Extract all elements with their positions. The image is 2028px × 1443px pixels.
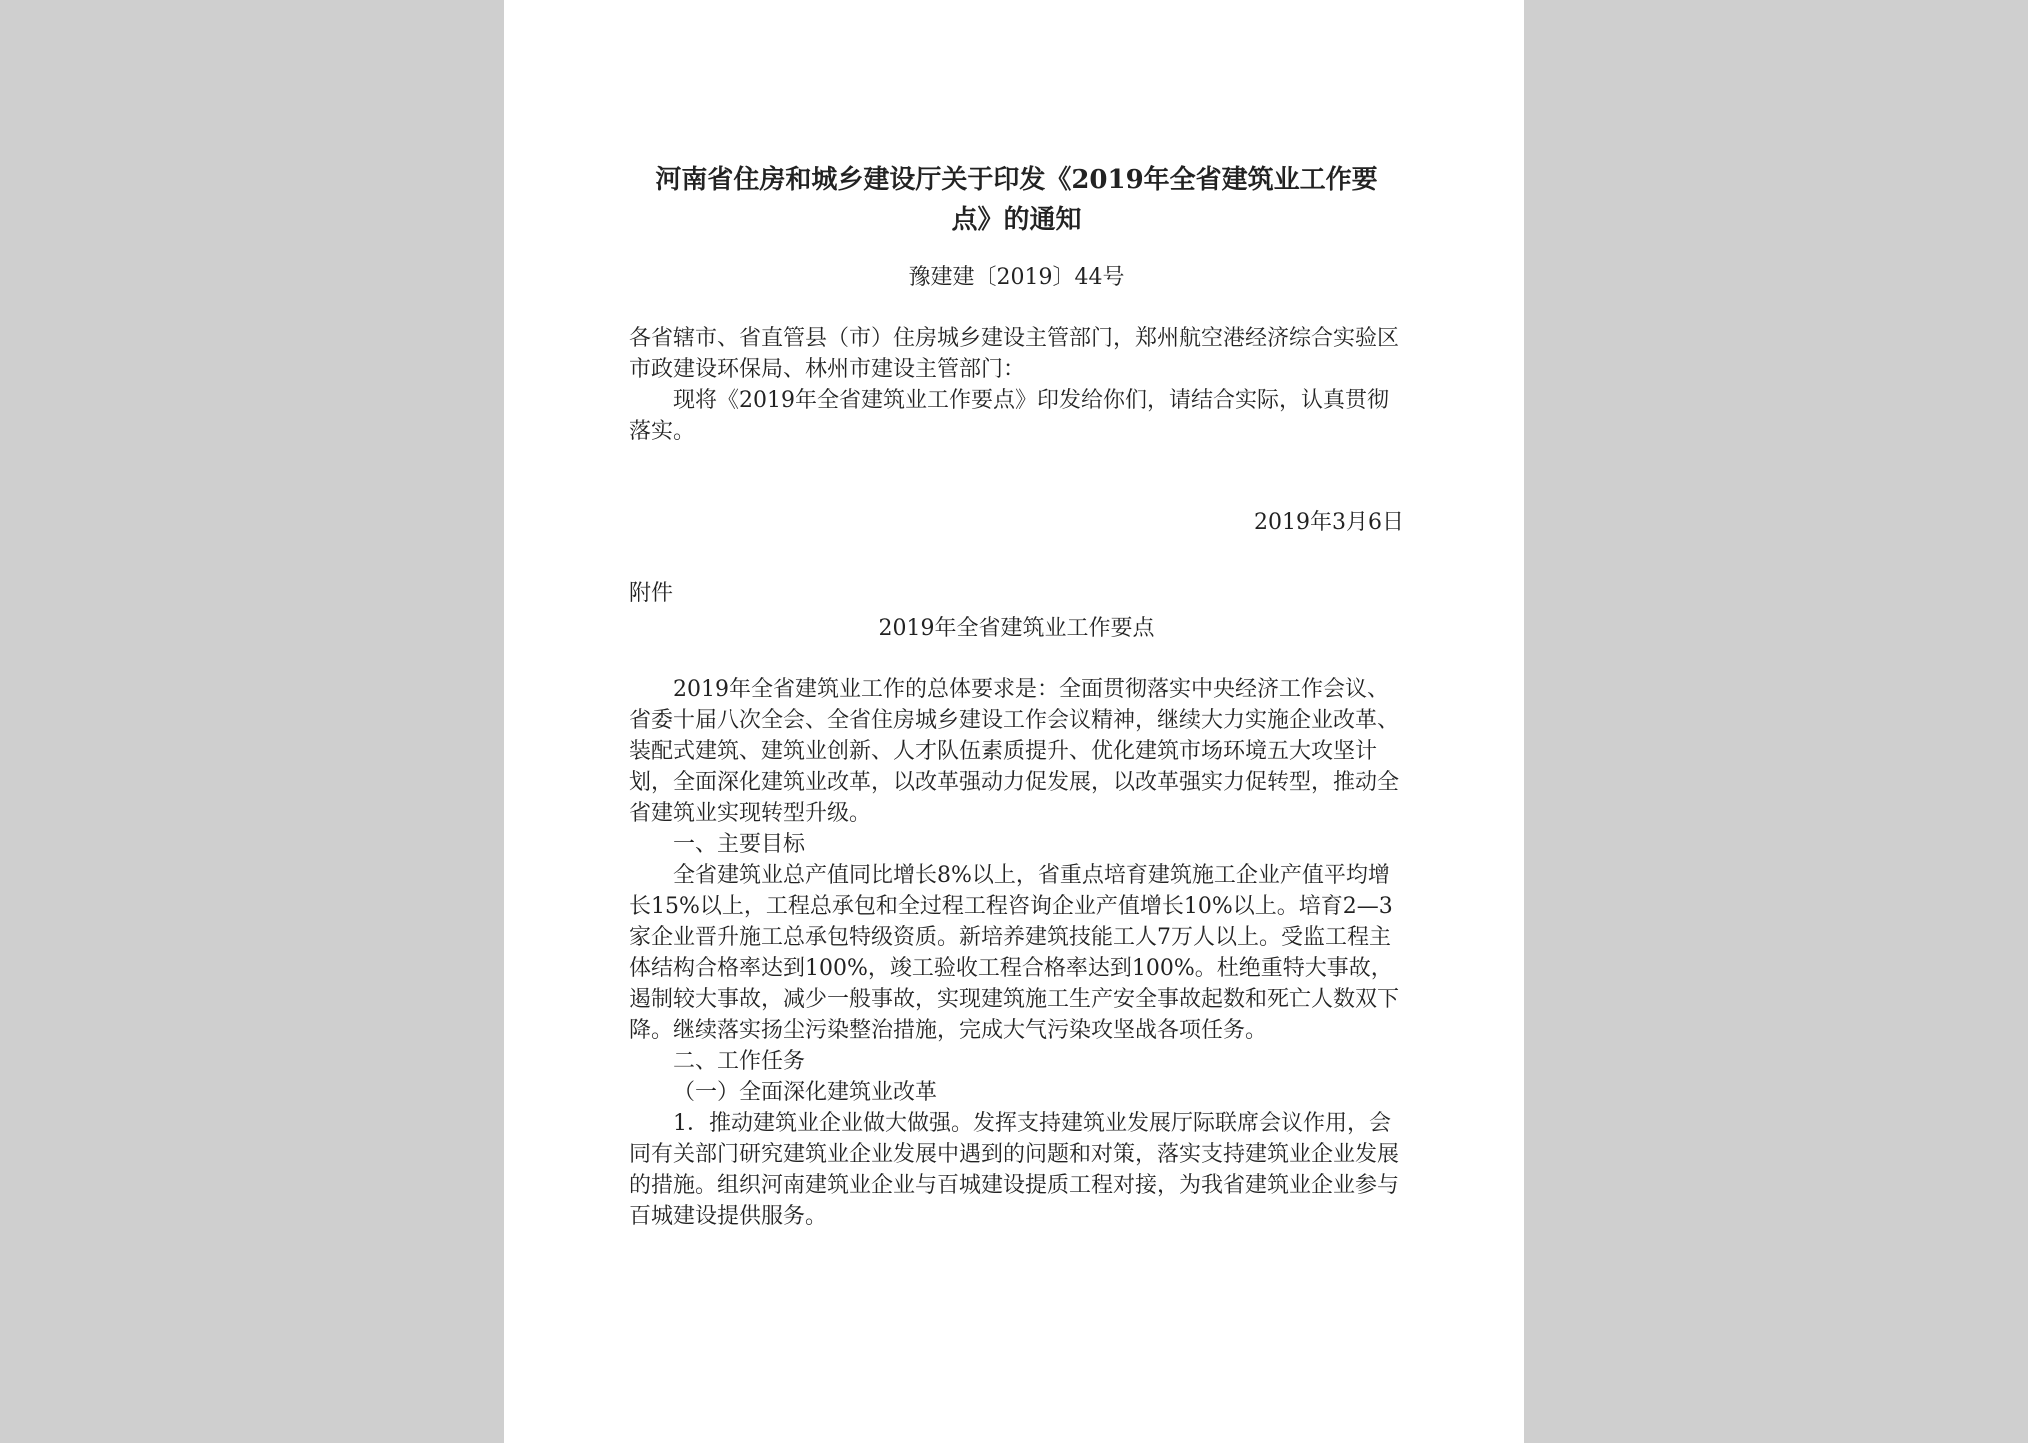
section-2-heading: 二、工作任务 [673, 1049, 806, 1074]
addressee-paragraph: 各省辖市、省直管县（市）住房城乡建设主管部门，郑州航空港经济综合实验区市政建设环保局、林州市建设主管部门： [629, 326, 1400, 382]
attachment-label: 附件 [629, 581, 674, 606]
item-1-paragraph: 1．推动建筑业企业做大做强。发挥支持建筑业发展厅际联席会议作用，会同有关部门研究建筑业企业发展中遇到的问题和对策，落实支持建筑业企业发展的措施。组织河南建筑业企业与百城建设提质工程对接，为我省建筑业企业参与百城建设提供服务。 [629, 1111, 1400, 1229]
document-title: 河南省住房和城乡建设厅关于印发《2019年全省建筑业工作要点》的通知 [655, 165, 1378, 235]
section-1-paragraph: 全省建筑业总产值同比增长8%以上，省重点培育建筑施工企业产值平均增长15%以上，工程总承包和全过程工程咨询企业产值增长10%以上。培育2—3家企业晋升施工总承包特级资质。新培养建筑技能工人7万人以上。受监工程主体结构合格率达到100%，竣工验收工程合格率达到100%。杜绝重特大事故，遏制较大事故，减少一般事故，实现建筑施工生产安全事故起数和死亡人数双下降。继续落实扬尘污染整治措施，完成大气污染攻坚战各项任务。 [629, 863, 1400, 1043]
subsection-1-heading: （一）全面深化建筑业改革 [673, 1080, 938, 1105]
attachment-body [629, 674, 1404, 1232]
document-number: 豫建建〔2019〕44号 [908, 265, 1125, 290]
notice-body-paragraph: 现将《2019年全省建筑业工作要点》印发给你们，请结合实际，认真贯彻落实。 [629, 388, 1389, 444]
section-1-heading: 一、主要目标 [673, 832, 806, 857]
attachment-title: 2019年全省建筑业工作要点 [878, 616, 1155, 641]
viewer-background-left [0, 0, 504, 1443]
issue-date: 2019年3月6日 [1254, 510, 1404, 535]
page-content [629, 160, 1404, 1232]
document-page [504, 0, 1524, 1443]
intro-paragraph: 2019年全省建筑业工作的总体要求是：全面贯彻落实中央经济工作会议、省委十届八次全会、全省住房城乡建设工作会议精神，继续大力实施企业改革、装配式建筑、建筑业创新、人才队伍素质提升、优化建筑市场环境五大攻坚计划，全面深化建筑业改革，以改革强动力促发展，以改革强实力促转型，推动全省建筑业实现转型升级。 [629, 677, 1400, 826]
viewer-background-right [1524, 0, 2028, 1443]
